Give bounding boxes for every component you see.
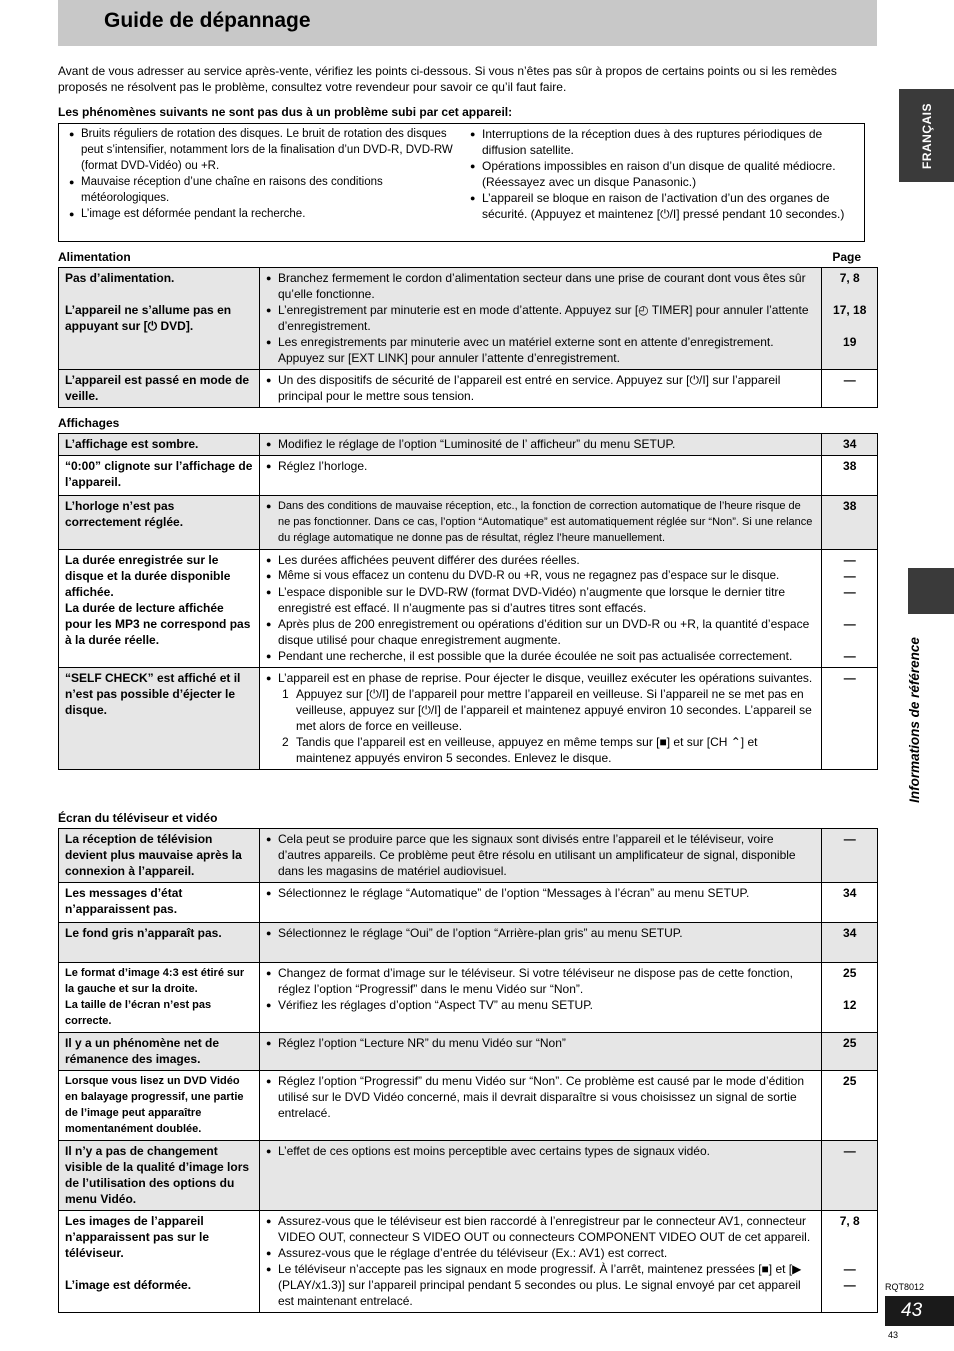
remedy-item: ● L’espace disponible sur le DVD-RW (format DVD-Vidéo) n’augmente que lorsque le dernier titre enregistré est effacé. Il n’augmente pas si d’autres titres sont effacés. [266, 584, 815, 616]
symptom-cell [59, 370, 260, 408]
page-ref: — [843, 617, 856, 631]
remedy-item: ● L’effet de ces options est moins perceptible avec certains types de signaux vidéo. [266, 1143, 815, 1159]
page-cell [822, 1211, 878, 1313]
page-ref: — [843, 373, 856, 387]
remedy-item: ● Changez de format d’image sur le téléviseur. Si votre téléviseur ne dispose pas de cette fonction, réglez l’option “Progressif” dans le menu Vidéo sur “Non”. [266, 965, 815, 997]
table-alimentation [58, 267, 878, 408]
page-ref: — [843, 1278, 856, 1292]
page-cell [822, 923, 878, 963]
symptom-cell [59, 496, 260, 550]
page-ref: — [843, 569, 856, 583]
step-number: 1 [281, 687, 289, 701]
symptom-text: Il y a un phénomène net de rémanence des images. [65, 1036, 220, 1066]
symptom-text: La durée de lecture affichée pour les MP3 ne correspond pas à la durée réelle. [65, 601, 251, 647]
page-ref: 17, 18 [833, 303, 867, 317]
table-row [59, 923, 878, 963]
remedy-item: ● Les durées affichées peuvent différer des durées réelles. [266, 552, 815, 568]
symptom-cell [59, 456, 260, 496]
symptom-text: Il n’y a pas de changement visible de la qualité d’image lors de l’utilisation des options du menu Vidéo. [65, 1144, 250, 1206]
symptom-text: “SELF CHECK” est affiché et il n’est pas possible d’éjecter le disque. [65, 671, 241, 717]
lead-text: Les phénomènes suivants ne sont pas dus à un problème subi par cet appareil: [58, 105, 513, 119]
remedy-item: ● Pendant une recherche, il est possible que la durée écoulée ne soit pas actualisée correctement. [266, 648, 815, 664]
symptom-text: Le format d’image 4:3 est étiré sur la gauche et sur la droite. [65, 967, 245, 995]
remedy-item: ● Assurez-vous que le téléviseur est bien raccordé à l’enregistreur par le connecteur AV1, connecteur VIDEO OUT, connecteur S VIDEO OUT ou connecteurs COMPONENT VIDEO OUT de cet appareil. [266, 1213, 815, 1245]
page-ref: — [843, 585, 856, 599]
symptom-cell [59, 668, 260, 770]
step-text: Appuyez sur [⏻/I] de l’appareil pour mettre l’appareil en veilleuse. Si l’appareil ne se met pas en veilleuse, appuyez sur [⏻/I] de l’appareil et maintenez appuyé environ 10 secondes. L’appareil se met alors de force en veilleuse. [295, 687, 812, 733]
symptom-text: L’affichage est sombre. [65, 437, 199, 451]
symptom-cell [59, 923, 260, 963]
remedy-cell [259, 923, 821, 963]
language-tab-label: FRANÇAIS [919, 102, 934, 169]
symptom-text: La réception de télévision devient plus mauvaise après la connexion à l’appareil. [65, 832, 242, 878]
remedy-cell [259, 550, 821, 668]
symptom-text: L’appareil est passé en mode de veille. [65, 373, 250, 403]
symptom-text: Pas d’alimentation. [65, 271, 175, 285]
page-ref: 25 [843, 1036, 857, 1050]
non-fault-item: ● Opérations impossibles en raison d’un disque de qualité médiocre. (Réessayez avec un disque Panasonic.) [470, 158, 860, 190]
remedy-item: ● Les enregistrements par minuterie avec un matériel externe sont en attente d’enregistrement. Appuyez sur [EXT LINK] pour annuler l’attente d’enregistrement. [266, 334, 815, 366]
symptom-cell [59, 1071, 260, 1141]
non-fault-column-right [470, 126, 860, 222]
non-fault-column-left [69, 126, 464, 222]
remedy-item: ● Réglez l’option “Progressif” du menu Vidéo sur “Non”. Ce problème est causé par le mode d’édition utilisé sur le DVD Vidéo concerné, mais il devrait disparaître si vous choisissez un signal de sortie entrelacé. [266, 1073, 815, 1121]
remedy-cell [259, 1141, 821, 1211]
page-cell [822, 1141, 878, 1211]
symptom-cell [59, 434, 260, 456]
non-fault-item: ● Interruptions de la réception dues à des ruptures périodiques de diffusion satellite. [470, 126, 860, 158]
page-ref: — [843, 649, 856, 663]
page-ref: 38 [843, 499, 857, 513]
table-affichages [58, 433, 878, 770]
page-cell [822, 668, 878, 770]
remedy-item: ● Assurez-vous que le réglage d’entrée du téléviseur (Ex.: AV1) est correct. [266, 1245, 815, 1261]
remedy-cell [259, 883, 821, 923]
symptom-cell [59, 550, 260, 668]
page-ref: 38 [843, 459, 857, 473]
page-cell [822, 829, 878, 883]
symptom-cell [59, 883, 260, 923]
page-ref: — [843, 1144, 856, 1158]
page-ref: 25 [843, 1074, 857, 1088]
title-bar [58, 0, 877, 46]
remedy-cell [259, 963, 821, 1033]
symptom-text: Les images de l’appareil n’apparaissent pas sur le téléviseur. [65, 1214, 210, 1260]
page-ref: 34 [843, 886, 857, 900]
table-row [59, 668, 878, 770]
page-cell [822, 496, 878, 550]
section-label-ecran: Écran du téléviseur et vidéo [58, 811, 218, 825]
table-row [59, 1211, 878, 1313]
page-ref: 19 [843, 335, 857, 349]
page-cell [822, 963, 878, 1033]
page-cell [822, 434, 878, 456]
page-ref: — [843, 671, 856, 685]
table-row [59, 1071, 878, 1141]
section-label-alimentation: Alimentation [58, 250, 131, 264]
section-tab-marker [908, 568, 954, 614]
document-code: RQT8012 [885, 1282, 925, 1292]
table-row [59, 1033, 878, 1071]
table-row [59, 829, 878, 883]
remedy-item: ● Le téléviseur n’accepte pas les signaux en mode progressif. À l’arrêt, maintenez pressées [■] et [▶ (PLAY/x1.3)] sur l’appareil principal pendant 5 secondes ou plus. Le signal envoyé par cet appareil est maintenant entrelacé. [266, 1261, 815, 1309]
symptom-cell [59, 268, 260, 370]
remedy-item: ● Cela peut se produire parce que les signaux sont divisés entre l’appareil et le téléviseur, voire d’autres appareils. Ce problème peut être résolu en utilisant un amplificateur de signal, disponible dans les magasins de matériel audiovisuel. [266, 831, 815, 879]
symptom-cell [59, 829, 260, 883]
non-fault-item: ● Bruits réguliers de rotation des disques. Le bruit de rotation des disques peut s’intensifier, notamment lors de la finalisation d’un DVD-R, DVD-RW (format DVD-Vidéo) ou +R. [69, 126, 464, 174]
remedy-item: ● Branchez fermement le cordon d’alimentation secteur dans une prise de courant dont vous êtes sûr qu’elle fonctionne. [266, 270, 815, 302]
non-fault-box [58, 123, 865, 242]
section-label-affichages: Affichages [58, 416, 120, 430]
page-ref: — [843, 553, 856, 567]
symptom-text: Les messages d’état n’apparaissent pas. [65, 886, 183, 916]
symptom-text: L’appareil ne s’allume pas en appuyant sur [⏻ DVD]. [65, 303, 232, 333]
step-number: 2 [281, 735, 289, 749]
symptom-text: L’image est déformée. [65, 1278, 192, 1292]
page-ref: 7, 8 [839, 1214, 860, 1228]
page-ref: — [843, 832, 856, 846]
remedy-item: ● L’appareil est en phase de reprise. Pour éjecter le disque, veuillez exécuter les opérations suivantes. [266, 670, 815, 686]
page-ref: 12 [843, 998, 857, 1012]
table-row [59, 370, 878, 408]
remedy-item: ● Réglez l’option “Lecture NR” du menu Vidéo sur “Non” [266, 1035, 815, 1051]
language-tab [899, 89, 954, 182]
page-number-box [885, 1296, 954, 1326]
page-number-small: 43 [888, 1330, 899, 1340]
remedy-item: ● Après plus de 200 enregistrement ou opérations d’édition sur un DVD-R ou +R, la quantité d’espace disque utilisé pour chaque enregistrement augmente. [266, 616, 815, 648]
page-ref: 7, 8 [839, 271, 860, 285]
remedy-cell [259, 496, 821, 550]
side-section-label: Informations de référence [907, 637, 922, 803]
page-cell [822, 1033, 878, 1071]
intro-text: Avant de vous adresser au service après-vente, vérifiez les points ci-dessous. Si vous n’êtes pas sûr à propos de certains points ou si les remèdes proposés ne résolvent pas le problème, consultez votre revendeur pour savoir ce qu’il faut faire. [58, 64, 837, 94]
remedy-item: ● Sélectionnez le réglage “Oui” de l’option “Arrière-plan gris” au menu SETUP. [266, 925, 815, 941]
page-ref: 34 [843, 926, 857, 940]
page-number: 43 [901, 1300, 923, 1321]
symptom-text: Le fond gris n’apparaît pas. [65, 926, 222, 940]
remedy-item: ● Sélectionnez le réglage “Automatique” de l’option “Messages à l’écran” au menu SETUP. [266, 885, 815, 901]
table-row [59, 268, 878, 370]
symptom-text: “0:00” clignote sur l’affichage de l’appareil. [65, 459, 253, 489]
page-cell [822, 370, 878, 408]
symptom-cell [59, 963, 260, 1033]
step-item [266, 686, 815, 734]
remedy-cell [259, 1071, 821, 1141]
remedy-cell [259, 668, 821, 770]
non-fault-item: ● Mauvaise réception d’une chaîne en raisons des conditions météorologiques. [69, 174, 464, 206]
remedy-cell [259, 456, 821, 496]
symptom-cell [59, 1141, 260, 1211]
remedy-item: ● Un des dispositifs de sécurité de l’appareil est entré en service. Appuyez sur [⏻/I] sur l’appareil principal pour le mettre sous tension. [266, 372, 815, 404]
non-fault-item: ● L’appareil se bloque en raison de l’activation d’un des organes de sécurité. (Appuyez et maintenez [⏻/I] pressé pendant 10 secondes.) [470, 190, 860, 222]
symptom-cell [59, 1211, 260, 1313]
step-item [266, 734, 815, 766]
table-row [59, 456, 878, 496]
page-ref: 34 [843, 437, 857, 451]
remedy-item: ● Vérifiez les réglages d’option “Aspect TV” au menu SETUP. [266, 997, 815, 1013]
remedy-item: ● Modifiez le réglage de l’option “Luminosité de l’ afficheur” du menu SETUP. [266, 436, 815, 452]
remedy-cell [259, 434, 821, 456]
remedy-item: ● Dans des conditions de mauvaise réception, etc., la fonction de correction automatique de l’heure risque de ne pas fonctionner. Dans ce cas, l’option “Automatique” est automatiquement réglée sur “Non”. Si une relance du réglage automatique ne donne pas de résultat, réglez l’heure manuellement. [266, 498, 815, 546]
table-row [59, 1141, 878, 1211]
non-fault-item: ● L’image est déformée pendant la recherche. [69, 206, 464, 222]
table-row [59, 434, 878, 456]
page-column-header: Page [832, 250, 861, 264]
remedy-cell [259, 829, 821, 883]
symptom-text: L’horloge n’est pas correctement réglée. [65, 499, 184, 529]
table-ecran [58, 828, 878, 1313]
table-row [59, 496, 878, 550]
remedy-item: ● L’enregistrement par minuterie est en mode d’attente. Appuyez sur [◴ TIMER] pour annuler l’attente d’enregistrement. [266, 302, 815, 334]
remedy-cell [259, 1033, 821, 1071]
remedy-cell [259, 1211, 821, 1313]
remedy-cell [259, 268, 821, 370]
page-cell [822, 456, 878, 496]
remedy-item: ● Réglez l’horloge. [266, 458, 815, 474]
table-row [59, 963, 878, 1033]
symptom-cell [59, 1033, 260, 1071]
page-cell [822, 883, 878, 923]
remedy-item: ● Même si vous effacez un contenu du DVD-R ou +R, vous ne regagnez pas d’espace sur le disque. [266, 568, 815, 584]
page-cell [822, 268, 878, 370]
page-ref: — [843, 1262, 856, 1276]
page-title: Guide de dépannage [104, 9, 311, 32]
symptom-text: Lorsque vous lisez un DVD Vidéo en balayage progressif, une partie de l’image peut apparaître momentanément doublée. [65, 1075, 244, 1135]
table-row [59, 883, 878, 923]
page-cell [822, 1071, 878, 1141]
remedy-cell [259, 370, 821, 408]
symptom-text: La taille de l’écran n’est pas correcte. [65, 999, 212, 1027]
page-ref: 25 [843, 966, 857, 980]
symptom-text: La durée enregistrée sur le disque et la durée disponible affichée. [65, 553, 231, 599]
table-row [59, 550, 878, 668]
step-text: Tandis que l’appareil est en veilleuse, appuyez en même temps sur [■] et sur [CH ⌃] et maintenez appuyés environ 5 secondes. Enlevez le disque. [295, 735, 758, 765]
page-cell [822, 550, 878, 668]
